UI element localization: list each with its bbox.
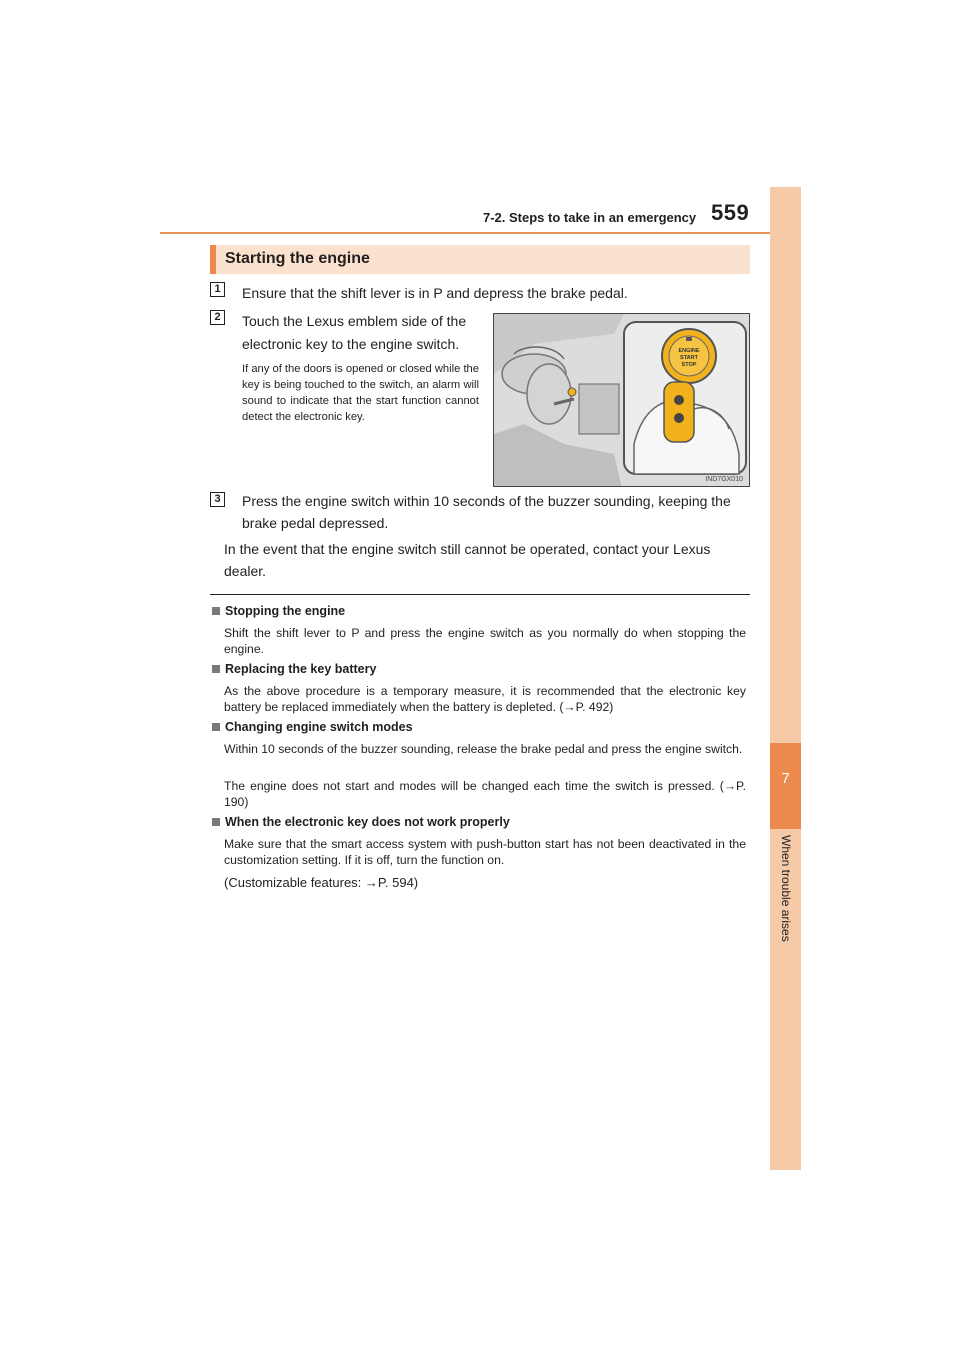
note-body-modes-2: The engine does not start and modes will be changed each time the switch is pressed. (→P. 190)	[224, 779, 746, 809]
bullet-square-icon	[212, 665, 220, 673]
chapter-side-tab	[770, 187, 801, 1170]
note-body-key-2: (Customizable features: →P. 594)	[224, 875, 419, 890]
note-body-modes: Within 10 seconds of the buzzer sounding, release the brake pedal and press the engine switch.	[224, 742, 743, 756]
note-heading-battery: Replacing the key battery	[212, 662, 376, 676]
note-heading-stopping: Stopping the engine	[212, 604, 345, 618]
bullet-square-icon	[212, 723, 220, 731]
step-badge-3: 3	[210, 492, 225, 507]
step-3-text-line2: brake pedal depressed.	[242, 515, 389, 531]
note-body-key: Make sure that the smart access system with push-button start has not been deactivated in the customization setting. If it is off, turn the function on.	[224, 837, 746, 867]
step-2-note: If any of the doors is opened or closed while the key is being touched to the switch, an alarm will sound to indicate that the start function cannot detect the electronic key.	[242, 363, 479, 423]
section-title-bar	[210, 245, 750, 274]
contact-text-line1: In the event that the engine switch still cannot be operated, contact your Lexus	[224, 541, 711, 557]
contact-text-line2: dealer.	[224, 563, 267, 579]
page-number: 559	[711, 200, 750, 225]
chapter-label	[777, 835, 795, 945]
figure-caption: IND7GX010	[705, 476, 743, 483]
section-divider	[210, 594, 750, 595]
bullet-square-icon	[212, 818, 220, 826]
svg-text:STOP: STOP	[681, 362, 697, 368]
svg-text:START: START	[680, 355, 698, 361]
chapter-number: 7	[781, 770, 790, 787]
step-2-text-line2: electronic key to the engine switch.	[242, 336, 460, 352]
step-badge-1: 1	[210, 282, 225, 297]
car-interior-drawing	[494, 314, 750, 487]
section-title: Starting the engine	[225, 250, 370, 267]
svg-text:ENGINE: ENGINE	[678, 348, 700, 354]
note-body-battery: As the above procedure is a temporary measure, it is recommended that the electronic key battery be replaced immediately when the battery is depleted. (→P. 492)	[224, 684, 746, 714]
step-2-text-line1: Touch the Lexus emblem side of the	[242, 313, 467, 329]
step-1-text: Ensure that the shift lever is in P and depress the brake pedal.	[242, 285, 628, 301]
note-heading-key: When the electronic key does not work properly	[212, 815, 510, 829]
engine-start-illustration	[493, 313, 750, 487]
step-badge-2: 2	[210, 310, 225, 325]
header-rule	[160, 232, 800, 234]
bullet-square-icon	[212, 607, 220, 615]
section-header: 7-2. Steps to take in an emergency	[483, 210, 697, 225]
note-body-stopping: Shift the shift lever to P and press the engine switch as you normally do when stopping the engine.	[224, 626, 746, 656]
note-heading-modes: Changing engine switch modes	[212, 720, 413, 734]
chapter-label-text: When trouble arises	[779, 835, 793, 942]
step-3-text-line1: Press the engine switch within 10 seconds of the buzzer sounding, keeping the	[242, 493, 731, 509]
